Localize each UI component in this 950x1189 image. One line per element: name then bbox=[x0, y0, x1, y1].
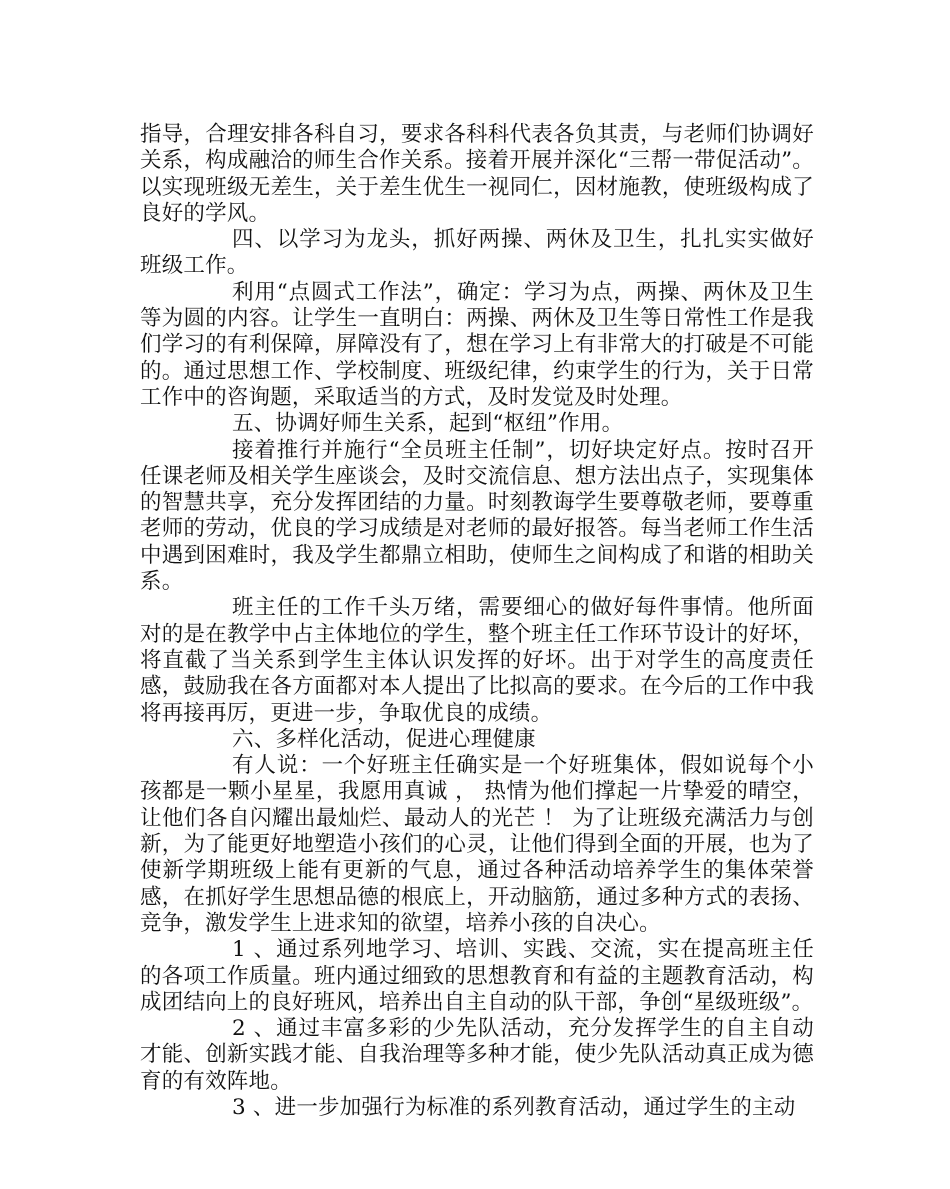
numbered-item: 3 、进一步加强行为标准的系列教育活动，通过学生的主动 bbox=[232, 1094, 796, 1120]
paragraph: 班主任的工作千头万绪，需要细心的做好每件事情。他所面对的是在教学中占主体地位的学生，整个班主任工作环节设计的好坏，将直截了当关系到学生主体认识发挥的好坏。出于对学生的高度责任感，鼓励我在各方面都对本人提出了比拟高的要求。在今后的工作中我将再接再厉，更进一步，争取优良的成绩。 bbox=[140, 595, 814, 726]
numbered-item: 1 、通过系列地学习、培训、实践、交流，实在提高班主任的各项工作质量。班内通过细致的思想教育和有益的主题教育活动，构成团结向上的良好班风，培养出自主自动的队干部，争创“星级班级”。 bbox=[140, 937, 814, 1015]
section-heading-4: 四、以学习为龙头，抓好两操、两休及卫生，扎扎实实做好班级工作。 bbox=[140, 227, 814, 279]
section-heading-5: 五、协调好师生关系，起到“枢纽”作用。 bbox=[232, 411, 624, 437]
paragraph: 接着推行并施行“全员班主任制”，切好块定好点。按时召开任课老师及相关学生座谈会，及时交流信息、想方法出点子，实现集体的智慧共享，充分发挥团结的力量。时刻教诲学生要尊敬老师，要尊重老师的劳动，优良的学习成绩是对老师的最好报答。每当老师工作生活中遇到困难时，我及学生都鼎立相助，使师生之间构成了和谐的相助关系。 bbox=[140, 437, 814, 595]
document-body bbox=[140, 122, 814, 1121]
paragraph: 利用“点圆式工作法”，确定：学习为点，两操、两休及卫生等为圆的内容。让学生一直明白：两操、两休及卫生等日常性工作是我们学习的有利保障，屏障没有了，想在学习上有非常大的打破是不可能的。通过思想工作、学校制度、班级纪律，约束学生的行为，关于日常工作中的咨询题，采取适当的方式，及时发觉及时处理。 bbox=[140, 279, 814, 410]
section-heading-6: 六、多样化活动，促进心理健康 bbox=[232, 726, 536, 752]
paragraph: 指导，合理安排各科自习，要求各科科代表各负其责，与老师们协调好关系，构成融洽的师生合作关系。接着开展并深化“三帮一带促活动”。以实现班级无差生，关于差生优生一视同仁，因材施教，使班级构成了良好的学风。 bbox=[140, 122, 814, 226]
numbered-item: 2 、通过丰富多彩的少先队活动，充分发挥学生的自主自动才能、创新实践才能、自我治理等多种才能，使少先队活动真正成为德育的有效阵地。 bbox=[140, 1016, 814, 1094]
paragraph: 有人说：一个好班主任确实是一个好班集体，假如说每个小孩都是一颗小星星，我愿用真诚 ， 热情为他们撑起一片挚爱的晴空，让他们各自闪耀出最灿烂、最动人的光芒 ！ 为了让班级充满活力与创新，为了能更好地塑造小孩们的心灵，让他们得到全面的开展，也为了使新学期班级上能有更新的气息，通过各种活动培养学生的集体荣誉感，在抓好学生思想品德的根底上，开动脑筋，通过多种方式的表扬、竞争，激发学生上进求知的欲望，培养小孩的自决心。 bbox=[140, 753, 814, 936]
